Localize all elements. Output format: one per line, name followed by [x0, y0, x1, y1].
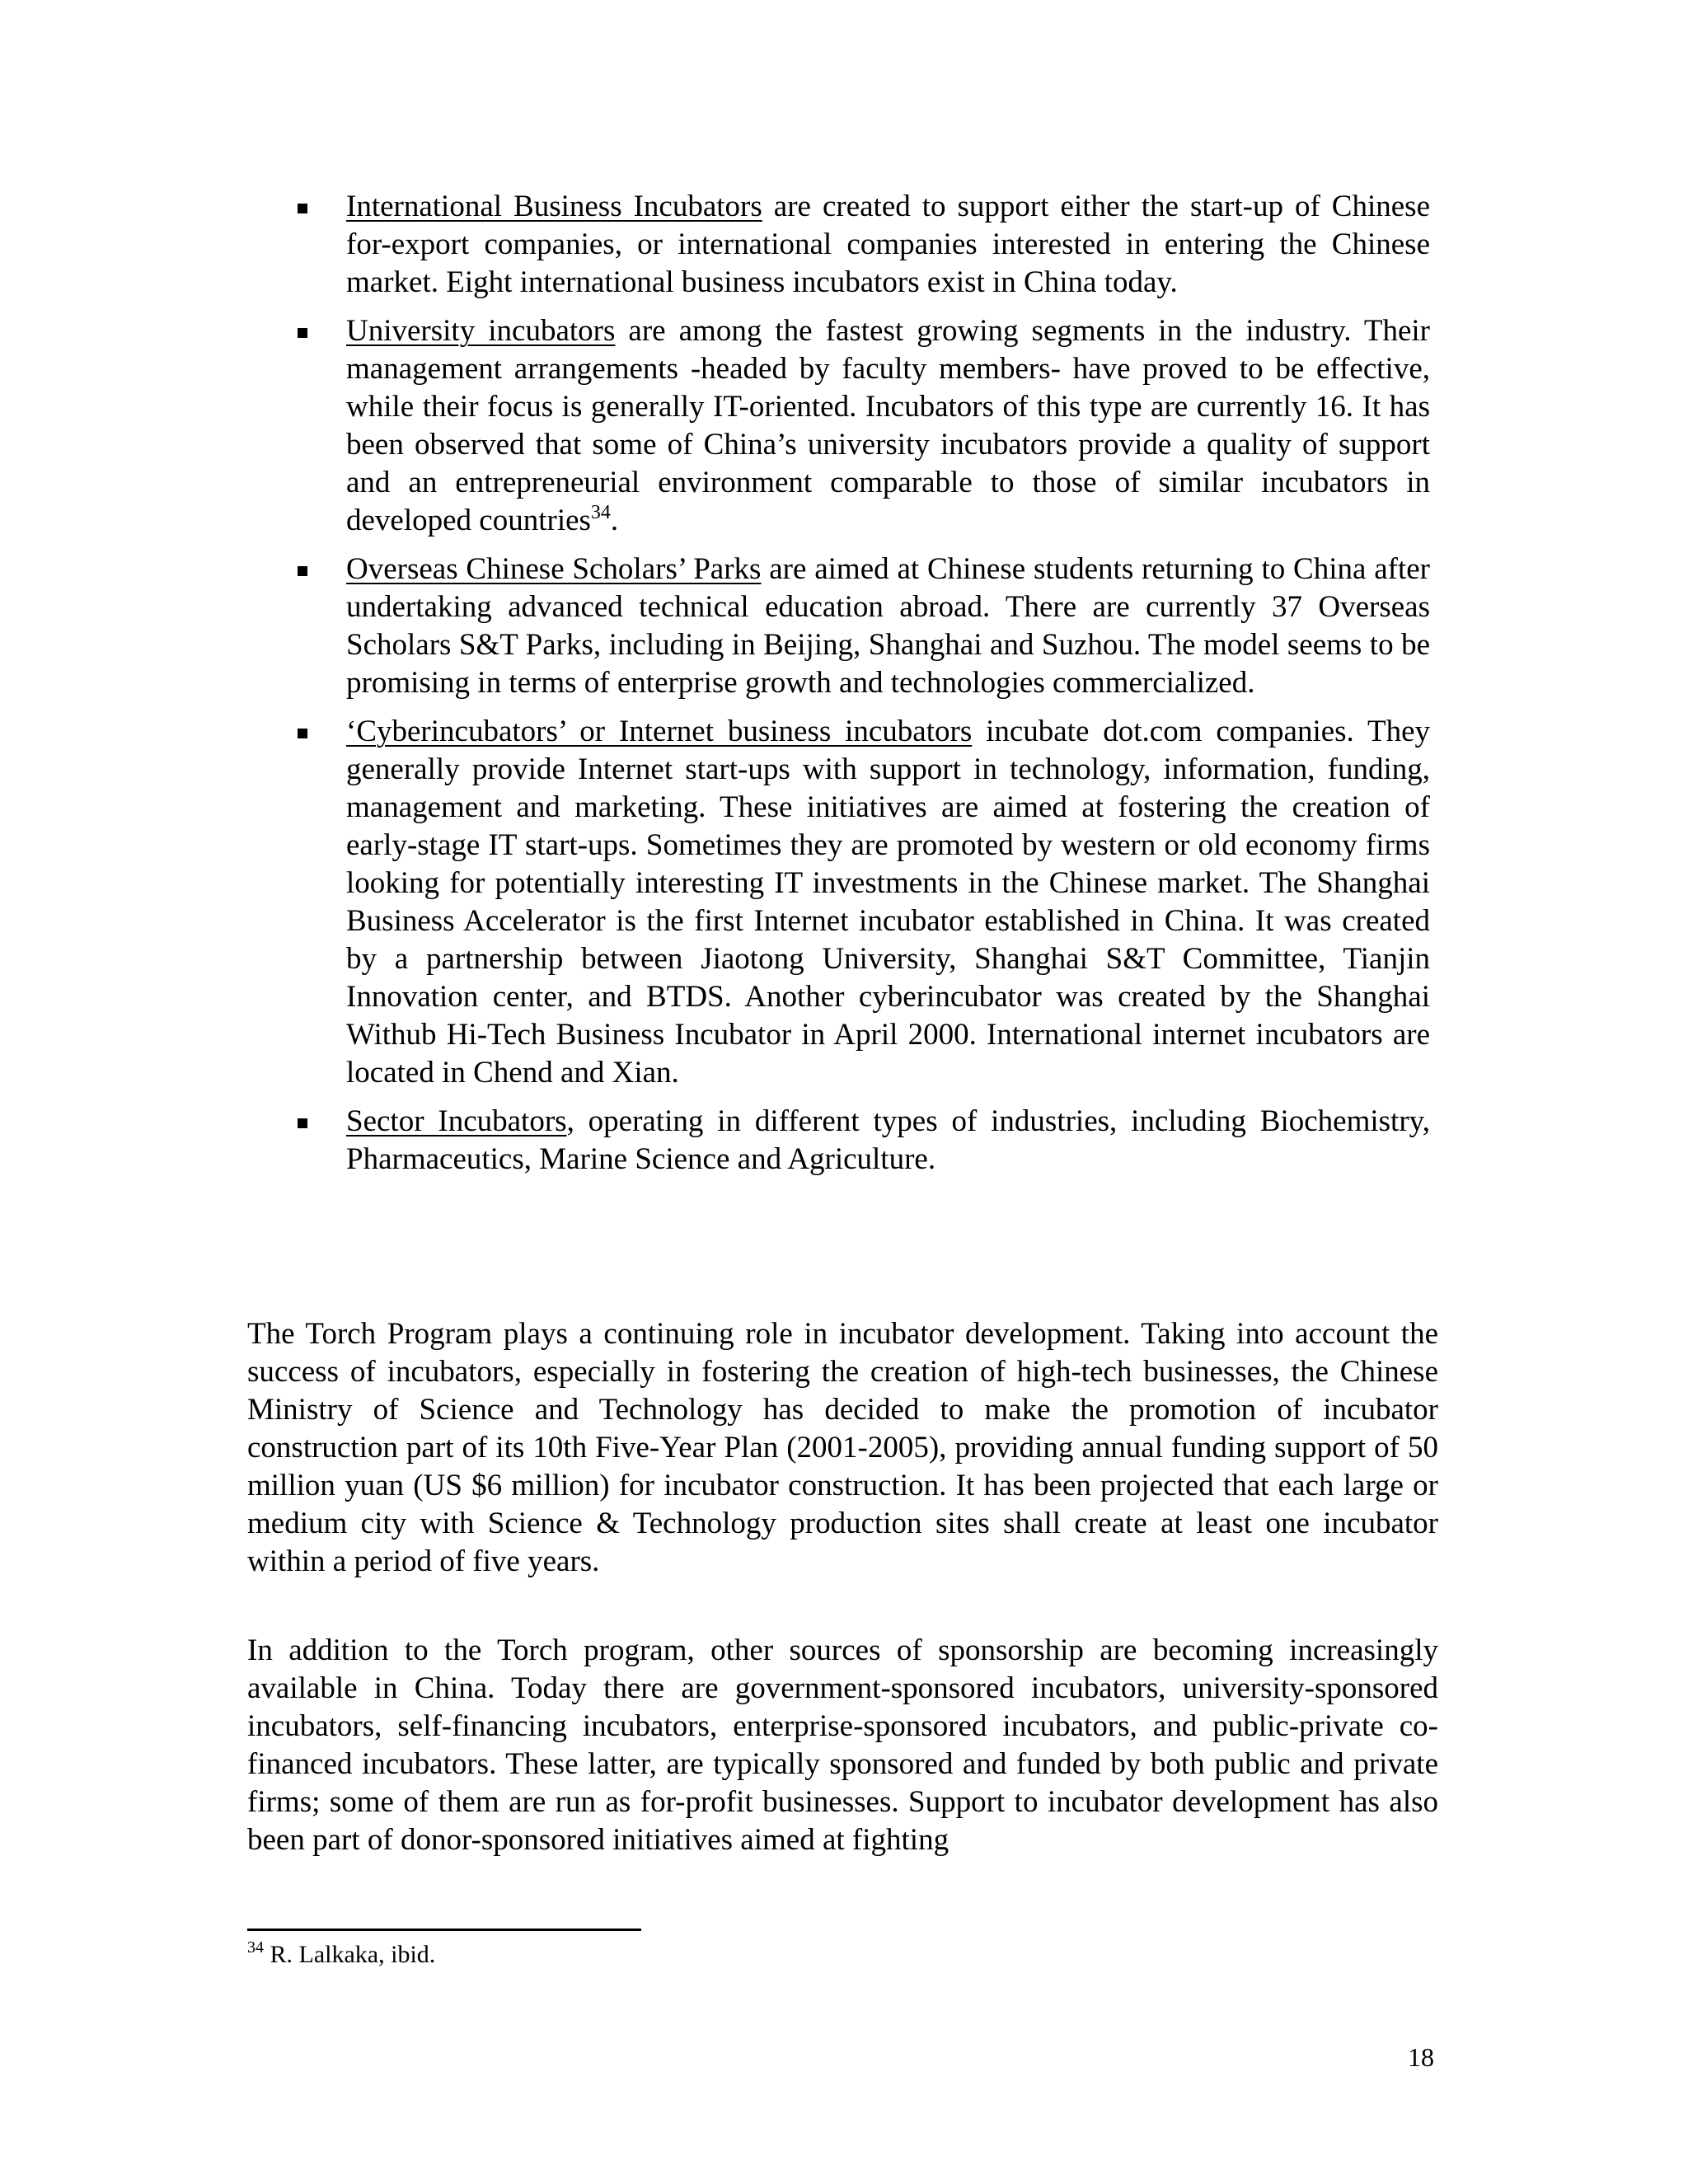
square-bullet-icon	[298, 1118, 307, 1128]
bullet-term: Overseas Chinese Scholars’ Parks	[346, 552, 762, 586]
footnote	[247, 1938, 1236, 1971]
square-bullet-icon	[298, 204, 307, 213]
bullet-text-tail: .	[610, 504, 619, 537]
footnote-divider	[247, 1929, 641, 1931]
square-bullet-icon	[298, 566, 307, 576]
list-item	[293, 1103, 1430, 1179]
square-bullet-icon	[298, 729, 307, 738]
footnote-text: R. Lalkaka, ibid.	[264, 1941, 436, 1968]
list-item	[293, 551, 1430, 702]
bullet-term: ‘Cyberincubators’ or Internet business incubators	[346, 715, 973, 748]
incubator-types-list	[293, 188, 1430, 1189]
bullet-text: are aimed at Chinese students returning to China after undertaking advanced technical education abroad. There are currently 37 Overseas Scholars S&T Parks, including in Beijing, Shanghai and Suzhou. The model seems to be promising in terms of enterprise growth and technologies commercialized.	[346, 552, 1431, 700]
bullet-text: , operating in different types of industries, including Biochemistry, Pharmaceutics, Marine Science and Agriculture.	[346, 1104, 1430, 1176]
bullet-term: International Business Incubators	[346, 190, 762, 223]
list-item	[293, 713, 1430, 1092]
body-paragraph-torch-program: The Torch Program plays a continuing role in incubator development. Taking into account the success of incubators, especially in fostering the creation of high-tech businesses, the Chinese Ministry of Science and Technology has decided to make the promotion of incubator construction part of its 10th Five-Year Plan (2001-2005), providing annual funding support of 50 million yuan (US $6 million) for incubator construction. It has been projected that each large or medium city with Science & Technology production sites shall create at least one incubator within a period of five years.	[247, 1317, 1438, 1578]
bullet-term: University incubators	[346, 314, 616, 348]
footnote-reference: 34	[590, 502, 611, 523]
body-paragraph-sponsorship: In addition to the Torch program, other sources of sponsorship are becoming increasingly available in China. Today there are government-sponsored incubators, university-sponsored incubators, self-financing incubators, enterprise-sponsored incubators, and public-private co-financed incubators. These latter, are typically sponsored and funded by both public and private firms; some of them are run as for-profit businesses. Support to incubator development has also been part of donor-sponsored initiatives aimed at fighting	[247, 1633, 1438, 1857]
bullet-text: are created to support either the start-up of Chinese for-export companies, or international companies interested in entering the Chinese market. Eight international business incubators exist in China today.	[346, 190, 1430, 299]
bullet-term: Sector Incubators	[346, 1104, 567, 1138]
bullet-text: are among the fastest growing segments in the industry. Their management arrangements -headed by faculty members- have proved to be effective, while their focus is generally IT-oriented. Incubators of this type are currently 16. It has been observed that some of China’s university incubators provide a quality of support and an entrepreneurial environment comparable to those of similar incubators in developed countries	[346, 314, 1430, 537]
list-item	[293, 312, 1430, 540]
page-number: 18	[1408, 2042, 1434, 2072]
bullet-text: incubate dot.com companies. They generally provide Internet start-ups with support in technology, information, funding, management and marketing. These initiatives are aimed at fostering the creation of early-stage IT start-ups. Sometimes they are promoted by western or old economy firms looking for potentially interesting IT investments in the Chinese market. The Shanghai Business Accelerator is the first Internet incubator established in China. It was created by a partnership between Jiaotong University, Shanghai S&T Committee, Tianjin Innovation center, and BTDS. Another cyberincubator was created by the Shanghai Withub Hi-Tech Business Incubator in April 2000. International internet incubators are located in Chend and Xian.	[346, 715, 1430, 1090]
footnote-number: 34	[247, 1938, 264, 1957]
list-item	[293, 188, 1430, 302]
square-bullet-icon	[298, 328, 307, 338]
